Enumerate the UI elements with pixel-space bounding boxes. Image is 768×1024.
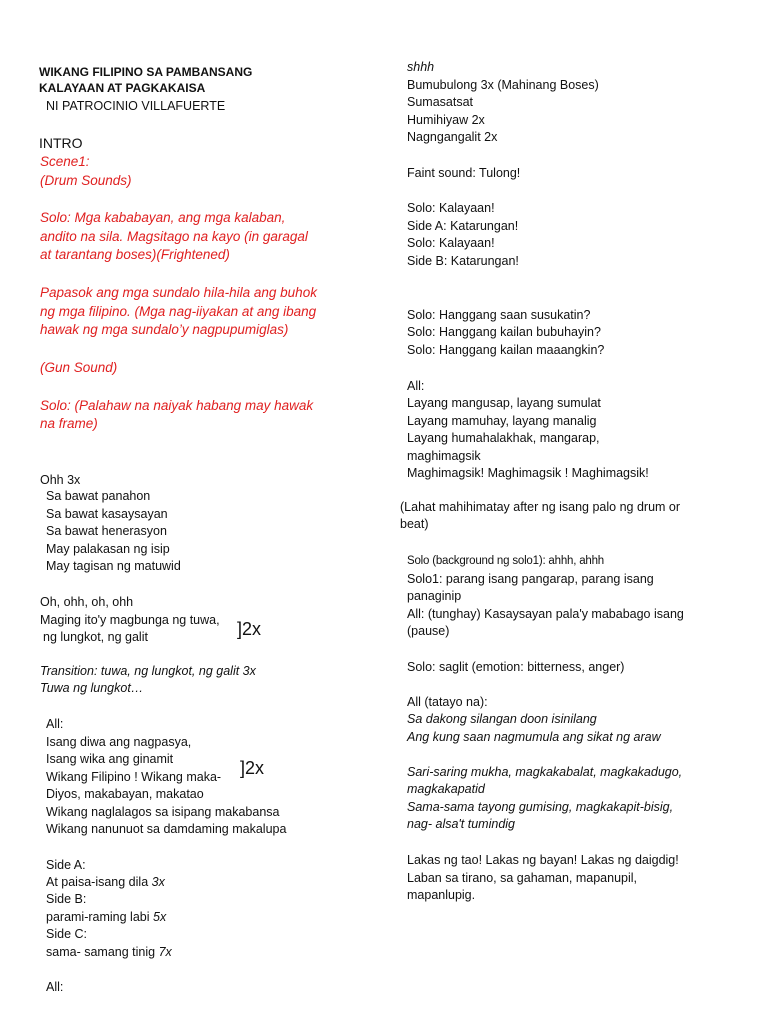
sound-line-4: Nagngangalit 2x	[407, 130, 498, 144]
solo1-line-3: at tarantang boses)(Frightened)	[40, 247, 230, 262]
side-a-mult: 3x	[151, 875, 165, 889]
chorus-line-1: Isang diwa ang nagpasya,	[46, 735, 192, 749]
solo-saglit: Solo: saglit (emotion: bitterness, anger)	[407, 660, 625, 674]
title-line-2: KALAYAAN AT PAGKAKAISA	[39, 81, 206, 95]
all-label-1: All:	[46, 717, 64, 731]
scene-label: Scene1:	[40, 154, 90, 169]
solo1-dream-line-2: panaginip	[407, 589, 462, 603]
silangan-line-1: Sa dakong silangan doon isinilang	[407, 712, 597, 726]
chorus-line-3: Wikang Filipino ! Wikang maka-	[46, 770, 222, 784]
lakas-line-2: Laban sa tirano, sa gahaman, mapanupil,	[407, 871, 638, 885]
chorus-line-6: Wikang nanunuot sa damdaming makalupa	[46, 822, 287, 836]
solo2-line-1: Solo: (Palahaw na naiyak habang may hawak	[40, 398, 314, 413]
silangan-line-2: Ang kung saan nagmumula ang sikat ng araw	[407, 730, 661, 744]
call-line-4: Side B: Katarungan!	[407, 254, 519, 268]
question-line-1: Solo: Hanggang saan susukatin?	[407, 308, 591, 322]
solo1-line-1: Solo: Mga kababayan, ang mga kalaban,	[40, 210, 286, 225]
sari-line-4: nag- alsa't tumindig	[407, 817, 516, 831]
lakas-line-1: Lakas ng tao! Lakas ng bayan! Lakas ng daigdig!	[407, 853, 679, 867]
faint-sound: Faint sound: Tulong!	[407, 166, 521, 180]
verse1-line-4: May palakasan ng isip	[46, 542, 170, 556]
all-label-3: All:	[407, 379, 425, 393]
side-a-line	[46, 874, 165, 890]
verse1-line-5: May tagisan ng matuwid	[46, 559, 181, 573]
sound-line-3: Humihiyaw 2x	[407, 113, 485, 127]
lakas-line-3: mapanlupig.	[407, 888, 476, 902]
lahat-line-1: (Lahat mahihimatay after ng isang palo ng drum or	[400, 500, 681, 514]
ohh-3x: Ohh 3x	[40, 473, 81, 487]
solo-background: Solo (background ng solo1): ahhh, ahhh	[407, 555, 604, 567]
side-b-label: Side B:	[46, 892, 87, 906]
side-c-line	[46, 944, 172, 960]
transition-line-2: Tuwa ng lungkot…	[40, 681, 144, 695]
chorus-line-2: Isang wika ang ginamit	[46, 752, 174, 766]
call-line-1: Solo: Kalayaan!	[407, 201, 495, 215]
sari-line-3: Sama-sama tayong gumising, magkakapit-bisig,	[407, 800, 674, 814]
verse1-line-3: Sa bawat henerasyon	[46, 524, 167, 538]
layang-line-4: maghimagsik	[407, 449, 481, 463]
papasok-line-1: Papasok ang mga sundalo hila-hila ang buhok	[40, 285, 317, 300]
chorus-line-5: Wikang naglalagos sa isipang makabansa	[46, 805, 280, 819]
oh-ohh: Oh, ohh, oh, ohh	[40, 595, 134, 609]
drum-sounds: (Drum Sounds)	[40, 173, 132, 188]
sound-line-1: Bumubulong 3x (Mahinang Boses)	[407, 78, 599, 92]
solo1-dream-line-1: Solo1: parang isang pangarap, parang isang	[407, 572, 654, 586]
side-a-label: Side A:	[46, 858, 86, 872]
lahat-line-2: beat)	[400, 517, 429, 531]
side-c-mult: 7x	[158, 945, 172, 959]
call-line-3: Solo: Kalayaan!	[407, 236, 495, 250]
side-b-text: parami-raming labi	[46, 910, 150, 924]
intro-heading: INTRO	[39, 135, 83, 151]
verse1-line-2: Sa bawat kasaysayan	[46, 507, 168, 521]
maging-line-2: ng lungkot, ng galit	[43, 630, 148, 644]
all-label-2: All:	[46, 980, 64, 994]
side-c-text: sama- samang tinig	[46, 945, 156, 959]
question-line-2: Solo: Hanggang kailan bubuhayin?	[407, 325, 601, 339]
chorus-line-4: Diyos, makabayan, makatao	[46, 787, 204, 801]
all-tatayo: All (tatayo na):	[407, 695, 488, 709]
layang-line-5: Maghimagsik! Maghimagsik ! Maghimagsik!	[407, 466, 649, 480]
verse1-line-1: Sa bawat panahon	[46, 489, 151, 503]
question-line-3: Solo: Hanggang kailan maaangkin?	[407, 343, 605, 357]
call-line-2: Side A: Katarungan!	[407, 219, 519, 233]
repeat-bracket-1: ]2x	[237, 619, 262, 639]
author: NI PATROCINIO VILLAFUERTE	[46, 99, 226, 113]
side-b-mult: 5x	[153, 910, 167, 924]
layang-line-1: Layang mangusap, layang sumulat	[407, 396, 601, 410]
side-a-text: At paisa-isang dila	[46, 875, 149, 889]
sari-line-2: magkakapatid	[407, 782, 485, 796]
solo1-line-2: andito na sila. Magsitago na kayo (in garagal	[40, 229, 308, 244]
all-tunghay-line-1: All: (tunghay) Kasaysayan pala'y mababago isang	[407, 607, 684, 621]
side-b-line	[46, 909, 166, 925]
all-tunghay-line-2: (pause)	[407, 624, 450, 638]
maging-line-1: Maging ito'y magbunga ng tuwa,	[40, 613, 220, 627]
solo2-line-2: na frame)	[40, 416, 98, 431]
side-c-label: Side C:	[46, 927, 87, 941]
repeat-bracket-2: ]2x	[240, 758, 265, 778]
title-line-1: WIKANG FILIPINO SA PAMBANSANG	[39, 65, 253, 79]
sound-line-2: Sumasatsat	[407, 95, 474, 109]
layang-line-3: Layang humahalakhak, mangarap,	[407, 431, 600, 445]
gun-sound: (Gun Sound)	[40, 360, 118, 375]
transition-line-1: Transition: tuwa, ng lungkot, ng galit 3x	[40, 664, 256, 678]
shhh: shhh	[407, 60, 435, 74]
sari-line-1: Sari-saring mukha, magkakabalat, magkakadugo,	[407, 765, 683, 779]
layang-line-2: Layang mamuhay, layang manalig	[407, 414, 597, 428]
papasok-line-2: ng mga filipino. (Mga nag-iiyakan at ang ibang	[40, 304, 317, 319]
papasok-line-3: hawak ng mga sundalo’y nagpupumiglas)	[40, 322, 289, 337]
